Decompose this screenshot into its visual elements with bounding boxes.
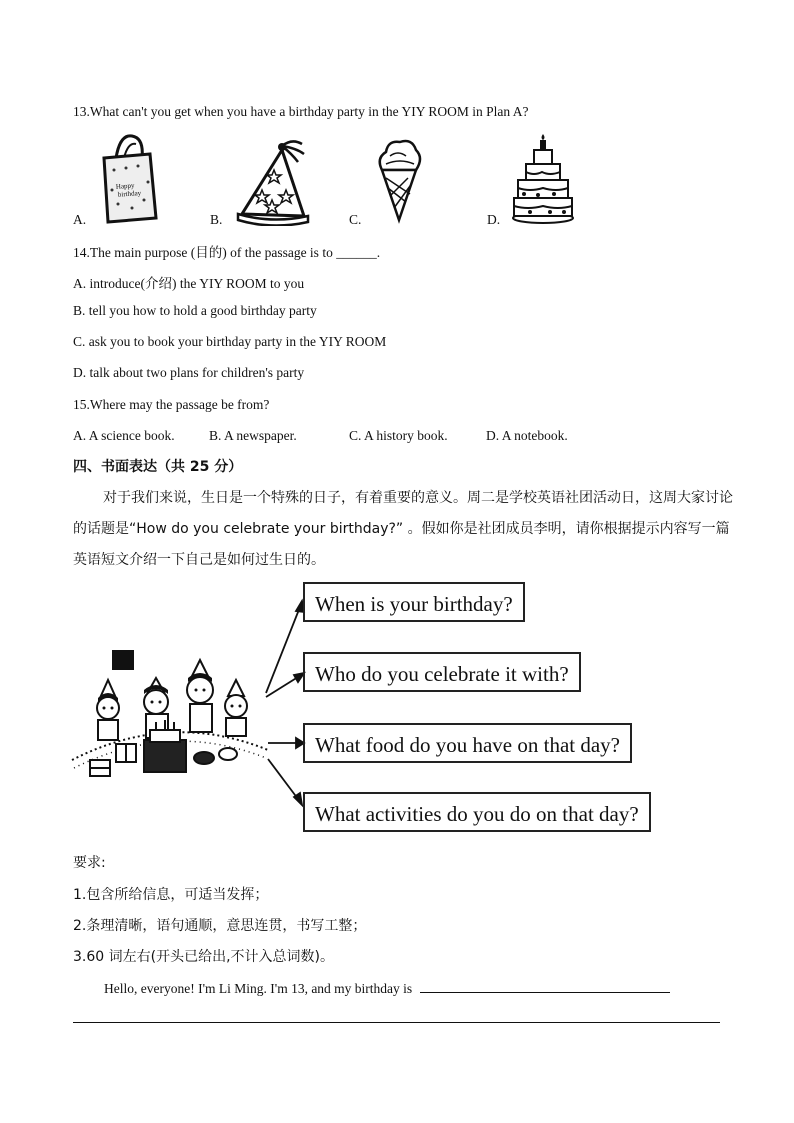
q14-option-c: C. ask you to book your birthday party in the YIY ROOM <box>73 334 387 349</box>
q15-option-d: D. A notebook. <box>486 428 568 443</box>
party-hat-icon <box>232 138 314 226</box>
prompt-box-food: What food do you have on that day? <box>303 723 632 763</box>
section-heading: 四、书面表达（共 25 分） <box>73 459 243 475</box>
q15-question: 15.Where may the passage be from? <box>73 397 270 412</box>
q14-option-d: D. talk about two plans for children's party <box>73 365 305 380</box>
essay-opening <box>104 978 670 997</box>
prompt-box-birthday: When is your birthday? <box>303 582 525 622</box>
q15-option-a: A. A science book. <box>73 428 175 443</box>
q14-question: 14.The main purpose (目的) of the passage is to ______. <box>73 245 381 260</box>
requirement-3: 3.60 词左右(开头已给出,不计入总词数)。 <box>73 949 334 965</box>
answer-blank-line-2[interactable] <box>73 1022 720 1023</box>
birthday-cake-icon <box>510 134 576 226</box>
q13-option-b-label: B. <box>210 212 223 227</box>
gift-bag-icon <box>98 130 160 225</box>
ice-cream-icon <box>374 136 424 226</box>
section-intro: 对于我们来说，生日是一个特殊的日子，有着重要的意义。周二是学校英语社团活动日，这周大家讨论的话题是“How do you celebrate your birthday?” 。假如你是社团成员李明，请你根据提示内容写一篇英语短文介绍一下自己是如何过生日的。 <box>73 490 733 568</box>
requirement-2: 2.条理清晰，语句通顺，意思连贯，书写工整； <box>73 918 367 934</box>
q13-question: 13.What can't you get when you have a birthday party in the YIY ROOM in Plan A? <box>73 104 529 119</box>
party-illustration-icon <box>70 640 270 790</box>
prompt-box-activities: What activities do you do on that day? <box>303 792 651 832</box>
requirements-title: 要求: <box>73 855 106 871</box>
essay-opening-text: Hello, everyone! I'm Li Ming. I'm 13, and my birthday is <box>104 981 413 996</box>
answer-blank-line-1[interactable] <box>420 978 670 993</box>
q13-option-c-label: C. <box>349 212 362 227</box>
q14-option-b: B. tell you how to hold a good birthday party <box>73 303 317 318</box>
requirement-1: 1.包含所给信息，可适当发挥； <box>73 887 269 903</box>
svg-text:Happy: Happy <box>115 181 135 191</box>
q13-option-a-label: A. <box>73 212 87 227</box>
q13-option-d-label: D. <box>487 212 501 227</box>
svg-text:birthday: birthday <box>117 189 142 199</box>
q14-option-a: A. introduce(介绍) the YIY ROOM to you <box>73 276 305 291</box>
prompt-box-celebrate-with: Who do you celebrate it with? <box>303 652 581 692</box>
q15-option-b: B. A newspaper. <box>209 428 297 443</box>
q15-option-c: C. A history book. <box>349 428 448 443</box>
